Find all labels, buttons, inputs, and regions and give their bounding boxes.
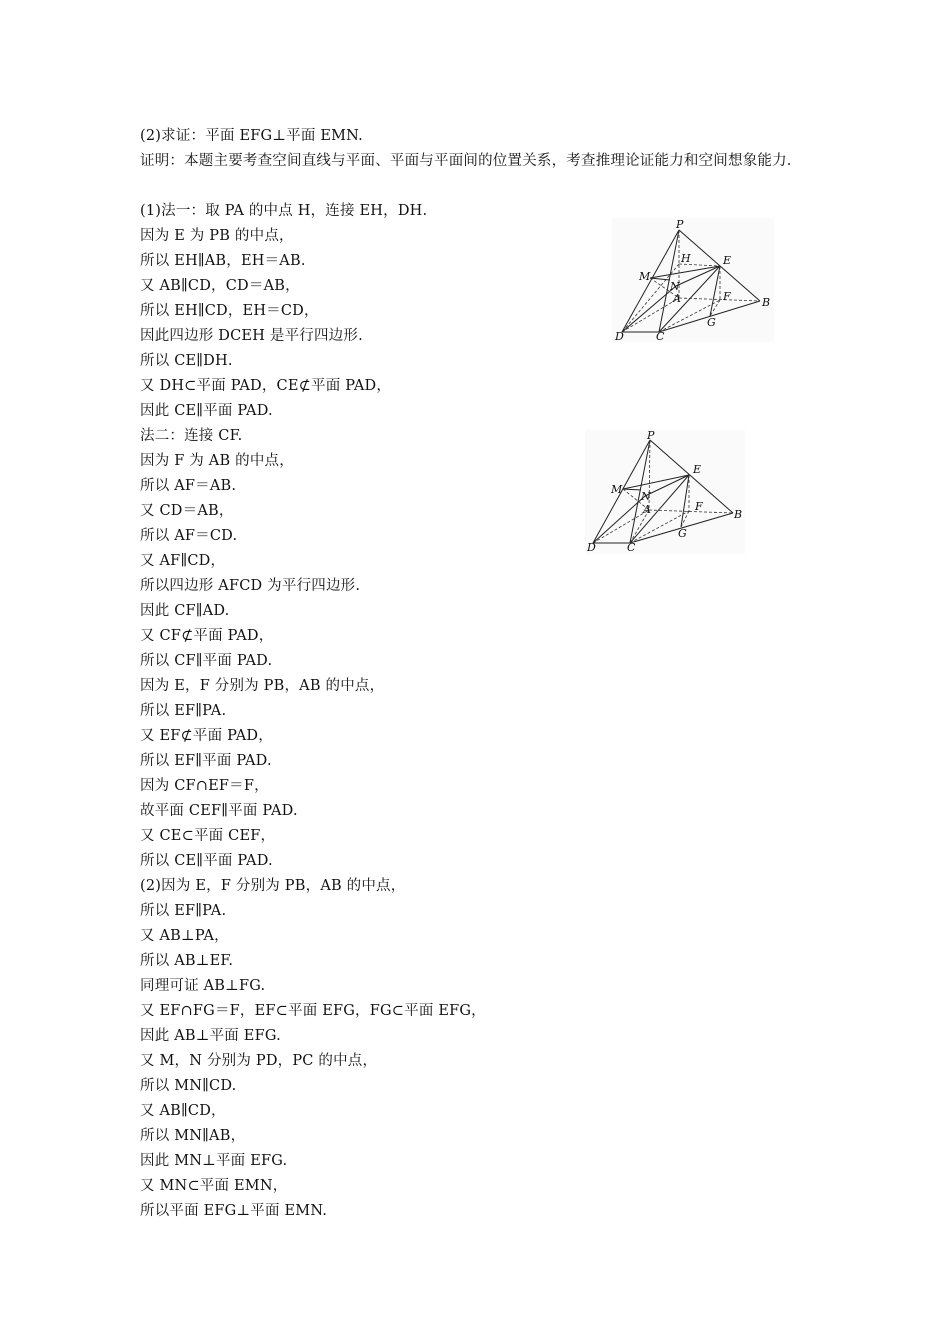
label-h: H bbox=[681, 252, 691, 265]
text-line: 所以 CE∥DH. bbox=[140, 353, 233, 369]
text-line: 又 EF⊄平面 PAD， bbox=[140, 728, 273, 744]
label-a: A bbox=[643, 503, 651, 516]
text-line: 所以 EH∥AB，EH＝AB. bbox=[140, 253, 306, 269]
text-line: 因此 AB⊥平面 EFG. bbox=[140, 1028, 281, 1044]
text-line: 又 CF⊄平面 PAD， bbox=[140, 628, 274, 644]
text-line: 因为 F 为 AB 的中点， bbox=[140, 453, 294, 469]
text-line: 因此 CE∥平面 PAD. bbox=[140, 403, 273, 419]
text-line: 所以 AF＝AB. bbox=[140, 478, 237, 494]
text-line: 所以 MN∥AB， bbox=[140, 1128, 246, 1144]
label-b: B bbox=[762, 296, 771, 309]
label-n: N bbox=[670, 280, 680, 293]
text-line: 又 MN⊂平面 EMN， bbox=[140, 1178, 288, 1194]
text-line: 法二：连接 CF. bbox=[140, 428, 243, 444]
label-m: M bbox=[639, 270, 651, 283]
text-line: 所以平面 EFG⊥平面 EMN. bbox=[140, 1203, 328, 1219]
text-line: 因为 E，F 分别为 PB，AB 的中点， bbox=[140, 678, 385, 694]
text-line: (1)法一：取 PA 的中点 H，连接 EH，DH. bbox=[140, 203, 428, 219]
text-line: 故平面 CEF∥平面 PAD. bbox=[140, 803, 298, 819]
text-line: 所以 CE∥平面 PAD. bbox=[140, 853, 273, 869]
text-line: 又 AB∥CD， bbox=[140, 1103, 226, 1119]
text-line: 又 CD＝AB， bbox=[140, 503, 234, 519]
label-b: B bbox=[734, 508, 743, 521]
text-line: 又 AB⊥PA， bbox=[140, 928, 229, 944]
pyramid-diagram bbox=[612, 218, 774, 342]
text-line: 又 AF∥CD， bbox=[140, 553, 226, 569]
label-c: C bbox=[656, 330, 665, 342]
text-line: (2)求证：平面 EFG⊥平面 EMN. bbox=[140, 128, 363, 144]
text-line: 因为 CF∩EF＝F， bbox=[140, 778, 269, 794]
label-e: E bbox=[723, 254, 732, 267]
text-line: 所以 AF＝CD. bbox=[140, 528, 238, 544]
text-line: 所以 MN∥CD. bbox=[140, 1078, 237, 1094]
label-d: D bbox=[615, 330, 624, 342]
text-line: 又 EF∩FG＝F，EF⊂平面 EFG，FG⊂平面 EFG， bbox=[140, 1003, 486, 1019]
label-n: N bbox=[641, 490, 651, 503]
label-g: G bbox=[678, 527, 687, 540]
text-line: 所以 EF∥PA. bbox=[140, 703, 227, 719]
text-line: 又 DH⊂平面 PAD，CE⊄平面 PAD， bbox=[140, 378, 392, 394]
label-f: F bbox=[695, 500, 703, 513]
text-line: 所以四边形 AFCD 为平行四边形. bbox=[140, 578, 361, 594]
text-line: 又 CE⊂平面 CEF， bbox=[140, 828, 276, 844]
label-g: G bbox=[707, 316, 716, 329]
text-line: 因此 CF∥AD. bbox=[140, 603, 230, 619]
text-line: 所以 AB⊥EF. bbox=[140, 953, 234, 969]
label-d: D bbox=[587, 541, 596, 554]
label-m: M bbox=[611, 483, 623, 496]
pyramid-figure-2 bbox=[585, 430, 745, 554]
label-p: P bbox=[676, 218, 684, 231]
text-line: 又 M，N 分别为 PD，PC 的中点， bbox=[140, 1053, 378, 1069]
text-line: 所以 EF∥平面 PAD. bbox=[140, 753, 272, 769]
text-line: 因为 E 为 PB 的中点， bbox=[140, 228, 294, 244]
text-line: 所以 CF∥平面 PAD. bbox=[140, 653, 273, 669]
label-c: C bbox=[627, 541, 636, 554]
text-line: 又 AB∥CD，CD＝AB， bbox=[140, 278, 300, 294]
pyramid-diagram bbox=[585, 430, 745, 554]
text-line: (2)因为 E，F 分别为 PB，AB 的中点， bbox=[140, 878, 406, 894]
label-p: P bbox=[647, 430, 655, 442]
text-line: 所以 EH∥CD，EH＝CD， bbox=[140, 303, 319, 319]
label-e: E bbox=[693, 463, 702, 476]
label-f: F bbox=[723, 290, 731, 303]
text-line: 同理可证 AB⊥FG. bbox=[140, 978, 266, 994]
text-line: 证明：本题主要考查空间直线与平面、平面与平面间的位置关系，考查推理论证能力和空间想象能力. bbox=[140, 153, 792, 169]
label-a: A bbox=[673, 292, 681, 305]
text-line: 所以 EF∥PA. bbox=[140, 903, 227, 919]
text-line: 因此四边形 DCEH 是平行四边形. bbox=[140, 328, 363, 344]
pyramid-figure-1 bbox=[612, 218, 774, 342]
text-line: 因此 MN⊥平面 EFG. bbox=[140, 1153, 288, 1169]
